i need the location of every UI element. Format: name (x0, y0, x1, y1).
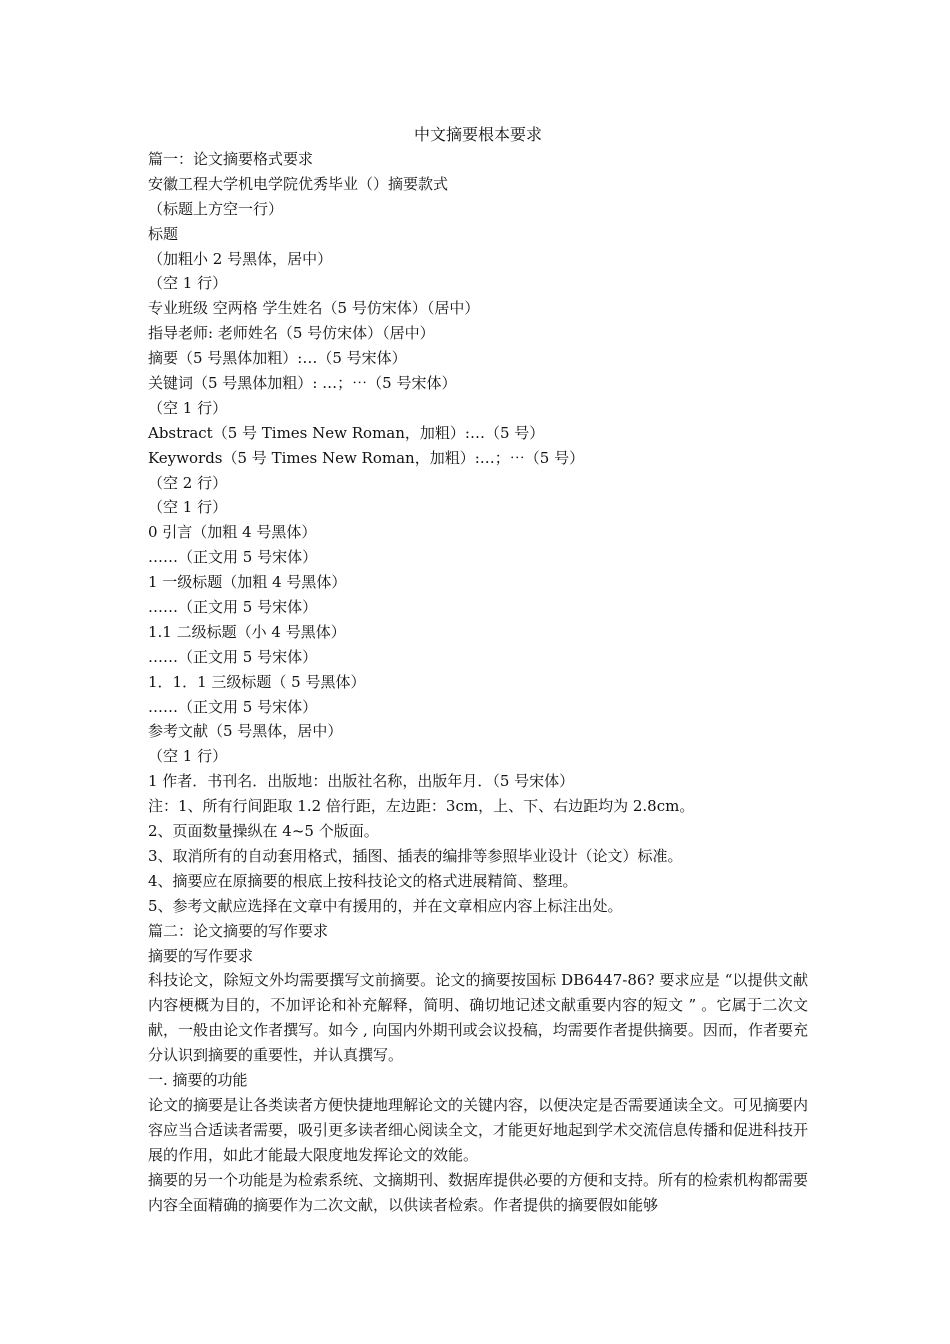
text-line: ……（正文用 5 号宋体） (148, 598, 318, 617)
text-line: （空 1 行） (148, 498, 228, 517)
text-line: 参考文献（5 号黑体，居中） (148, 722, 343, 741)
text-line: 篇二：论文摘要的写作要求 (148, 921, 329, 940)
body-paragraph: 摘要的另一个功能是为检索系统、文摘期刊、数据库提供必要的方便和支持。所有的检索机构都需要内容全面精确的摘要作为二次文献，以供读者检索。作者提供的摘要假如能够 (148, 1171, 809, 1215)
text-line: 5、参考文献应选择在文章中有援用的，并在文章相应内容上标注出处。 (148, 896, 623, 915)
text-line: 注：1、所有行间距取 1.2 倍行距，左边距：3cm，上、下、右边距均为 2.8cm。 (148, 797, 695, 816)
text-line: 3、取消所有的自动套用格式，插图、插表的编排等参照毕业设计（论文）标准。 (148, 846, 683, 865)
text-line: 安徽工程大学机电学院优秀毕业（）摘要款式 (148, 174, 449, 193)
text-line: （空 1 行） (148, 398, 228, 417)
text-line: 1 作者．书刊名．出版地：出版社名称，出版年月．（5 号宋体） (148, 772, 575, 791)
text-line: 指导老师: 老师姓名（5 号仿宋体）（居中） (148, 324, 435, 343)
text-line: ……（正文用 5 号宋体） (148, 647, 318, 666)
text-line: 摘要（5 号黑体加粗）:…（5 号宋体） (148, 349, 407, 368)
text-line: 标题 (148, 224, 179, 243)
text-line: 篇一：论文摘要格式要求 (148, 150, 314, 168)
text-line: 2、页面数量操纵在 4~5 个版面。 (148, 822, 379, 841)
text-line: 1.1 二级标题（小 4 号黑体） (148, 622, 346, 641)
text-line: （空 1 行） (148, 747, 228, 766)
text-line: （标题上方空一行） (148, 199, 284, 218)
text-line: （加粗小 2 号黑体，居中） (148, 249, 333, 268)
text-line: （空 1 行） (148, 274, 228, 293)
text-line: 摘要的写作要求 (148, 946, 254, 965)
document-page (148, 122, 808, 1218)
text-line: 1．1．1 三级标题（ 5 号黑体） (148, 672, 366, 691)
document-title: 中文摘要根本要求 (413, 125, 542, 144)
text-line: 1 一级标题（加粗 4 号黑体） (148, 573, 347, 592)
text-line: ……（正文用 5 号宋体） (148, 548, 318, 567)
text-line: （空 2 行） (148, 473, 228, 492)
text-line: ……（正文用 5 号宋体） (148, 697, 318, 716)
text-line: 关键词（5 号黑体加粗）: …；⋯（5 号宋体） (148, 374, 457, 393)
text-line: 专业班级 空两格 学生姓名（5 号仿宋体）（居中） (148, 299, 480, 318)
text-line: 4、摘要应在原摘要的根底上按科技论文的格式进展精简、整理。 (148, 871, 578, 890)
text-line: 0 引言（加粗 4 号黑体） (148, 523, 317, 542)
body-paragraph: 科技论文，除短文外均需要撰写文前摘要。论文的摘要按国标 DB6447-86? 要求应是 “以提供文献内容梗概为目的，不加评论和补充解释，简明、确切地记述文献重要内容的短文 ” 。它属于二次文献，一般由论文作者撰写。如今 , 向国内外期刊或会议投稿，均需要作者提供摘要。因而，作者要充分认识到摘要的重要性，并认真撰写。 (148, 971, 808, 1065)
text-line: Abstract（5 号 Times New Roman，加粗）:…（5 号） (148, 423, 545, 442)
body-paragraph: 论文的摘要是让各类读者方便快捷地理解论文的关键内容，以便决定是否需要通读全文。可见摘要内容应当合适读者需要，吸引更多读者细心阅读全文，才能更好地起到学术交流信息传播和促进科技开展的作用，如此才能最大限度地发挥论文的效能。 (148, 1096, 809, 1165)
text-line: Keywords（5 号 Times New Roman，加粗）:…；⋯（5 号） (148, 448, 585, 467)
section-heading: 一. 摘要的功能 (148, 1071, 248, 1090)
